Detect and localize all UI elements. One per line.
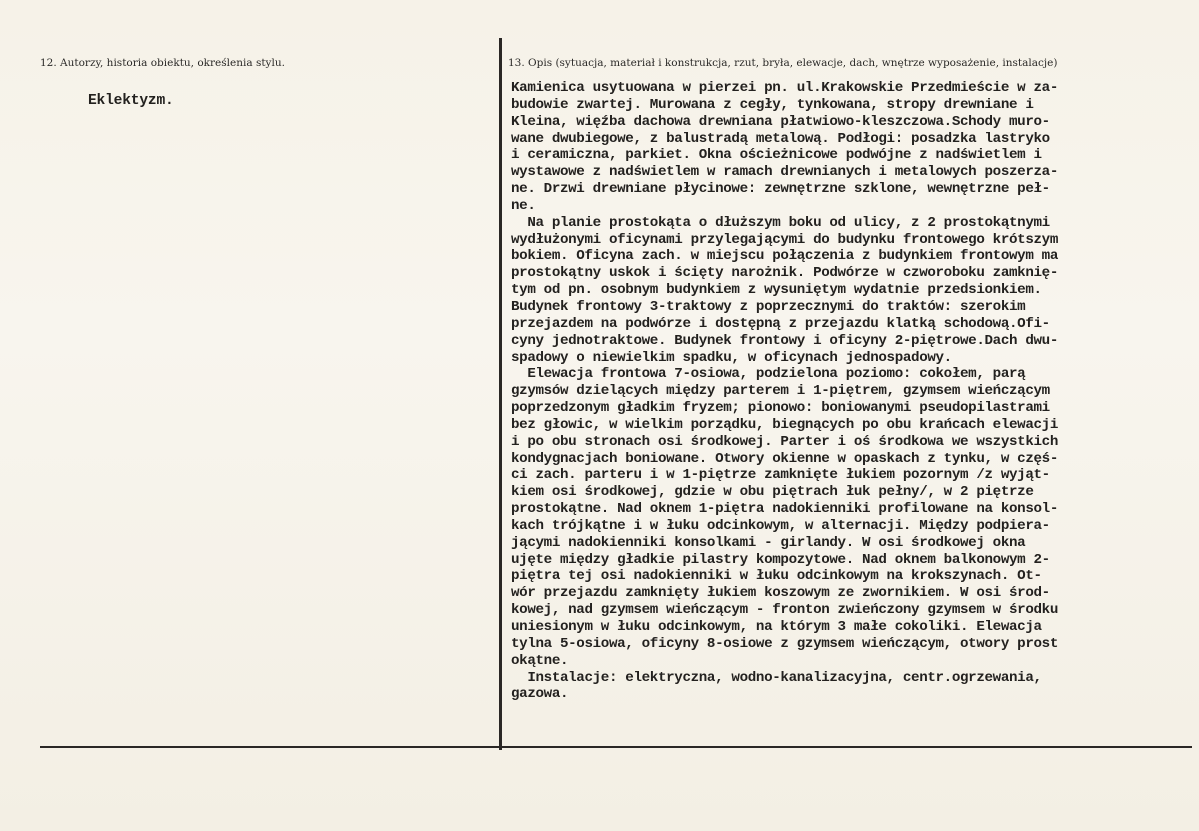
column-divider [499, 38, 502, 750]
description-line: przejazdem na podwórze i dostępną z przejazdu klatką schodową.Ofi- [511, 315, 1050, 332]
description-line: gazowa. [511, 686, 569, 703]
description-line: ne. [511, 197, 536, 214]
description-line: poprzedzonym gładkim fryzem; pionowo: boniowanymi pseudopilastrami [511, 400, 1050, 417]
bottom-rule [40, 746, 1192, 748]
section-13-label: 13. Opis (sytuacja, materiał i konstrukcja, rzut, bryła, elewacje, dach, wnętrze wyposażenie, instalacje) [508, 57, 1058, 69]
description-line: cyny jednotraktowe. Budynek frontowy i oficyny 2-piętrowe.Dach dwu- [511, 332, 1058, 349]
section-12-label: 12. Autorzy, historia obiektu, określenia stylu. [40, 57, 285, 69]
description-line: wór przejazdu zamknięty łukiem koszowym ze zwornikiem. W osi środ- [511, 585, 1050, 602]
description-line: kiem osi środkowej, gdzie w obu piętrach łuk pełny/, w 2 piętrze [511, 484, 1034, 501]
description-line: prostokątny uskok i ścięty narożnik. Podwórze w czworoboku zamknię- [511, 265, 1058, 282]
description-line: budowie zwartej. Murowana z cegły, tynkowana, stropy drewniane i [511, 96, 1034, 113]
description-line: wydłużonymi oficynami przylegającymi do budynku frontowego krótszym [511, 231, 1058, 248]
description-line: Elewacja frontowa 7-osiowa, podzielona poziomo: cokołem, parą [511, 366, 1026, 383]
description-line: ujęte między gładkie pilastry kompozytowe. Nad oknem balkonowym 2- [511, 551, 1050, 568]
description-line: spadowy o niewielkim spadku, w oficynach jednospadowy. [511, 349, 952, 366]
description-line: prostokątne. Nad oknem 1-piętra nadokienniki profilowane na konsol- [511, 501, 1058, 518]
description-line: uniesionym w łuku odcinkowym, na którym 3 małe cokoliki. Elewacja [511, 619, 1042, 635]
description-line: kach trójkątne i w łuku odcinkowym, w alternacji. Między podpiera- [511, 517, 1050, 534]
description-line: jącymi nadokienniki konsolkami - girlandy. W osi środkowej okna [511, 534, 1026, 551]
description-line: Instalacje: elektryczna, wodno-kanalizacyjna, centr.ogrzewania, [511, 669, 1042, 686]
description-line: ci zach. parteru i w 1-piętrze zamknięte łukiem pozornym /z wyjąt- [511, 467, 1050, 484]
style-value: Eklektyzm. [88, 93, 174, 109]
description-line: tylna 5-osiowa, oficyny 8-osiowe z gzymsem wieńczącym, otwory prost [511, 635, 1058, 652]
description-line: bokiem. Oficyna zach. w miejscu połączenia z budynkiem frontowym ma [511, 248, 1058, 265]
description-line: Kleina, więźba dachowa drewniana płatwiowo-kleszczowa.Schody muro- [511, 113, 1050, 130]
description-line: wystawowe z nadświetlem w ramach drewnianych i metalowych poszerza- [511, 164, 1058, 181]
description-line: ne. Drzwi drewniane płycinowe: zewnętrzne szklone, wewnętrzne peł- [511, 181, 1050, 198]
description-line: okątne. [511, 652, 569, 669]
description-line: i po obu stronach osi środkowej. Parter i oś środkowa we wszystkich [511, 433, 1058, 450]
description-line: kondygnacjach boniowane. Otwory okienne w opaskach z tynku, w częś- [511, 450, 1058, 467]
description-line: kowej, nad gzymsem wieńczącym - fronton zwieńczony gzymsem w środku [511, 602, 1058, 619]
description-line: bez głowic, w wielkim porządku, biegnących po obu krańcach elewacji [511, 416, 1058, 433]
description-line: i ceramiczna, parkiet. Okna ościeżnicowe podwójne z nadświetlem i [511, 147, 1042, 164]
description-text [511, 80, 1195, 703]
description-line: gzymsów dzielących między parterem i 1-piętrem, gzymsem wieńczącym [511, 383, 1050, 400]
description-line: piętra tej osi nadokienniki w łuku odcinkowym na krokszynach. Ot- [511, 568, 1042, 585]
description-line: Na planie prostokąta o dłuższym boku od ulicy, z 2 prostokątnymi [511, 214, 1050, 231]
description-line: tym od pn. osobnym budynkiem z wysuniętym wydatnie przedsionkiem. [511, 282, 1042, 299]
description-line: Budynek frontowy 3-traktowy z poprzecznymi do traktów: szerokim [511, 298, 1026, 315]
description-line: wane dwubiegowe, z balustradą metalową. Podłogi: posadzka lastryko [511, 130, 1050, 147]
description-line: Kamienica usytuowana w pierzei pn. ul.Krakowskie Przedmieście w za- [511, 80, 1058, 96]
